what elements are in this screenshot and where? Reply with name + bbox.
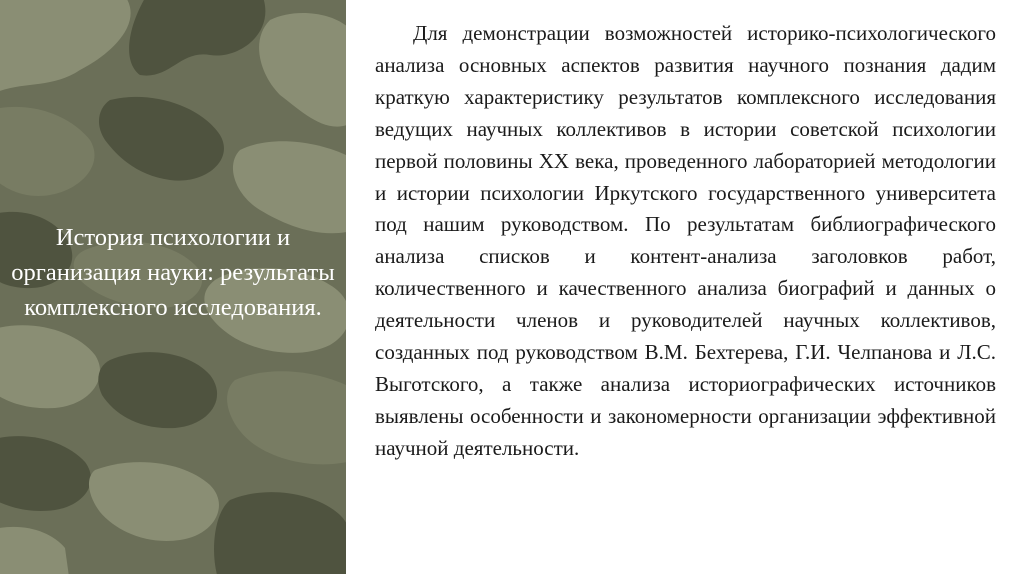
slide-title: История психологии и организация науки: результаты комплексного исследования. bbox=[11, 224, 335, 321]
camouflage-panel bbox=[0, 0, 346, 574]
body-paragraph: Для демонстрации возможностей историко-психологического анализа основных аспектов развития научного познания дадим краткую характеристику результатов комплексного исследования ведущих научных коллективов в истории советской психологии первой половины XX века, проведенного лабораторией методологии и истории психологии Иркутского государственного университета под нашим руководством. По результатам библиографического анализа списков и контент-анализа заголовков работ, количественного и качественного анализа биографий и данных о деятельности членов и руководителей научных коллективов, созданных под руководством В.М. Бехтерева, Г.И. Челпанова и Л.С. Выготского, а также анализа историографических источников выявлены особенности и закономерности организации эффективной научной деятельности. bbox=[375, 21, 996, 460]
